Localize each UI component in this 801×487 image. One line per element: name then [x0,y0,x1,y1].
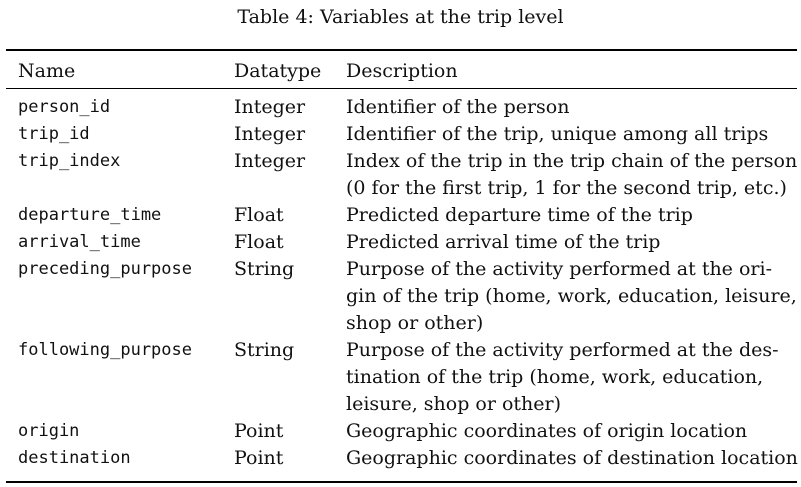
variable-name: preceding_purpose [18,259,192,279]
table-row [0,418,801,445]
variable-datatype: String [234,258,295,280]
header-name: Name [18,60,76,82]
variable-description [346,94,786,121]
table-header [0,60,801,82]
variable-description [346,418,786,445]
description-line: Predicted arrival time of the trip [346,231,661,253]
table-row [0,94,801,121]
table-row [0,148,801,202]
variable-name: trip_id [18,124,90,144]
table-header-rule [6,88,797,89]
variable-description [346,445,798,472]
header-datatype: Datatype [234,60,322,82]
table-row [0,121,801,148]
description-line: Geographic coordinates of destination location [346,447,798,469]
table-row [0,337,801,418]
variable-name: origin [18,421,80,441]
description-line: Geographic coordinates of origin location [346,420,748,442]
description-line: tination of the trip (home, work, education, [346,366,764,388]
variable-description [346,337,786,418]
description-line: Index of the trip in the trip chain of the person [346,150,798,172]
variable-name: person_id [18,97,111,117]
variable-datatype: Point [234,420,284,442]
description-line: gin of the trip (home, work, education, leisure, [346,285,797,307]
variable-description [346,121,786,148]
header-description: Description [346,60,458,82]
variable-name: arrival_time [18,232,141,252]
variable-datatype: Float [234,204,284,226]
table-caption: Table 4: Variables at the trip level [237,6,564,28]
variable-datatype: Integer [234,123,306,145]
description-line: Purpose of the activity performed at the des- [346,339,779,361]
description-line: shop or other) [346,312,484,334]
variable-description [346,202,786,229]
variable-name: trip_index [18,151,121,171]
variable-datatype: String [234,339,295,361]
variable-datatype: Integer [234,150,306,172]
variable-description [346,148,798,202]
table-row [0,202,801,229]
description-line: leisure, shop or other) [346,393,562,415]
variable-name: destination [18,448,131,468]
variable-description [346,229,786,256]
variable-datatype: Float [234,231,284,253]
variable-name: following_purpose [18,340,192,360]
variable-datatype: Integer [234,96,306,118]
description-line: Identifier of the trip, unique among all trips [346,123,769,145]
table-bottom-rule [6,481,797,483]
variable-datatype: Point [234,447,284,469]
variable-description [346,256,797,337]
description-line: Predicted departure time of the trip [346,204,693,226]
table-row [0,229,801,256]
description-line: Identifier of the person [346,96,570,118]
table-top-rule [6,49,797,51]
description-line: Purpose of the activity performed at the ori- [346,258,772,280]
table-row [0,445,801,472]
table-row [0,256,801,337]
description-line: (0 for the first trip, 1 for the second trip, etc.) [346,177,787,199]
variable-name: departure_time [18,205,162,225]
table-body [0,94,801,472]
